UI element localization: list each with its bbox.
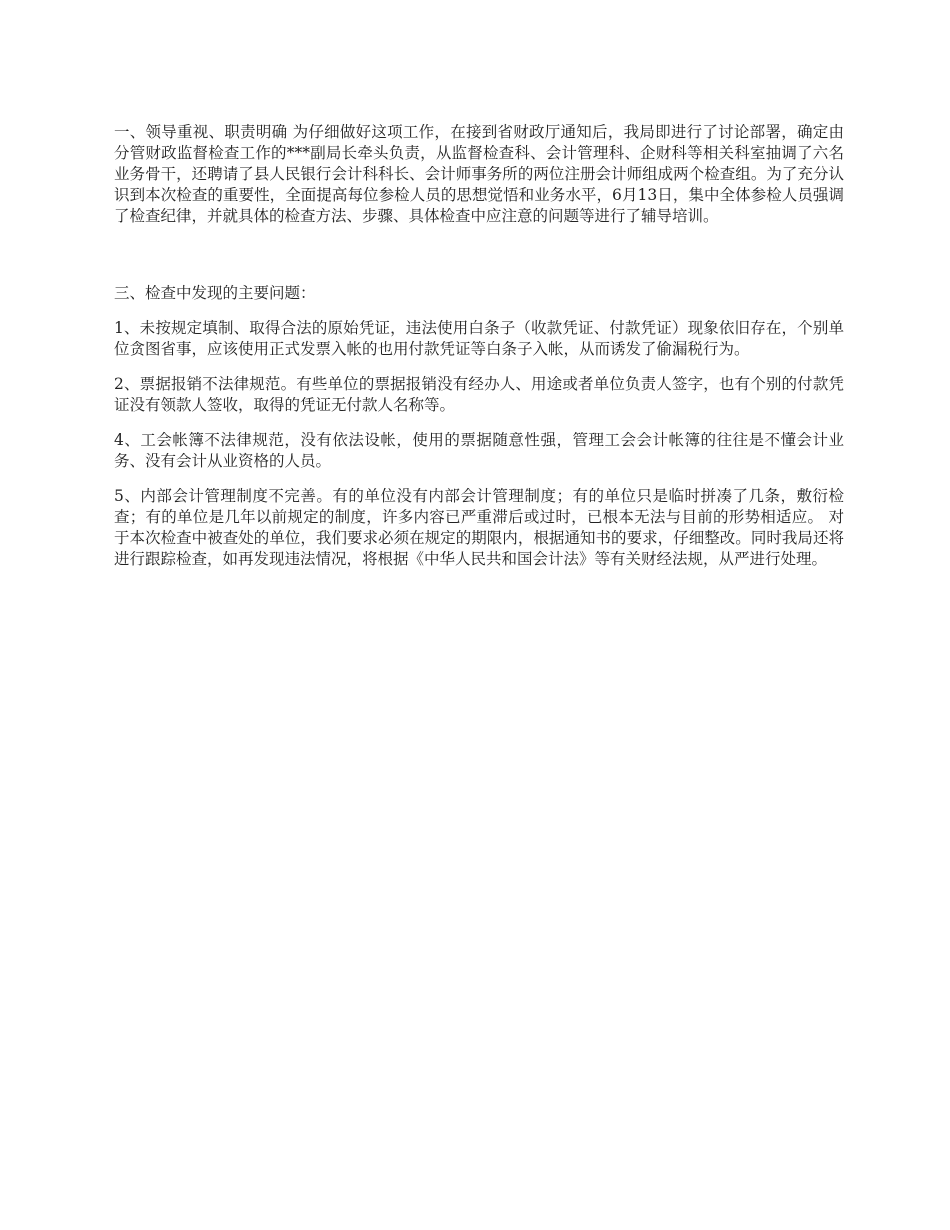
problem-item-4: 4、工会帐簿不法律规范，没有依法设帐，使用的票据随意性强，管理工会会计帐簿的往往是不懂会计业务、没有会计从业资格的人员。 — [114, 431, 844, 470]
problem-item-1: 1、未按规定填制、取得合法的原始凭证，违法使用白条子（收款凭证、付款凭证）现象依旧存在，个别单位贪图省事，应该使用正式发票入帐的也用付款凭证等白条子入帐，从而诱发了偷漏税行为。 — [114, 319, 844, 358]
section-3-heading: 三、检查中发现的主要问题： — [114, 284, 316, 302]
document-page — [114, 122, 844, 584]
section-1-paragraph: 一、领导重视、职责明确 为仔细做好这项工作，在接到省财政厅通知后，我局即进行了讨论部署，确定由分管财政监督检查工作的***副局长牵头负责，从监督检查科、会计管理科、企财科等相关科室抽调了六名业务骨干，还聘请了县人民银行会计科科长、会计师事务所的两位注册会计师组成两个检查组。为了充分认识到本次检查的重要性，全面提高每位参检人员的思想觉悟和业务水平，6月13日，集中全体参检人员强调了检查纪律，并就具体的检查方法、步骤、具体检查中应注意的问题等进行了辅导培训。 — [114, 123, 844, 225]
problem-item-5: 5、内部会计管理制度不完善。有的单位没有内部会计管理制度；有的单位只是临时拼凑了几条，敷衍检查；有的单位是几年以前规定的制度，许多内容已严重滞后或过时，已根本无法与目前的形势相适应。 对于本次检查中被查处的单位，我们要求必须在规定的期限内，根据通知书的要求，仔细整改。同时我局还将进行跟踪检查，如再发现违法情况，将根据《中华人民共和国会计法》等有关财经法规，从严进行处理。 — [114, 487, 844, 568]
problem-item-2: 2、票据报销不法律规范。有些单位的票据报销没有经办人、用途或者单位负责人签字，也有个别的付款凭证没有领款人签收，取得的凭证无付款人名称等。 — [114, 375, 844, 414]
